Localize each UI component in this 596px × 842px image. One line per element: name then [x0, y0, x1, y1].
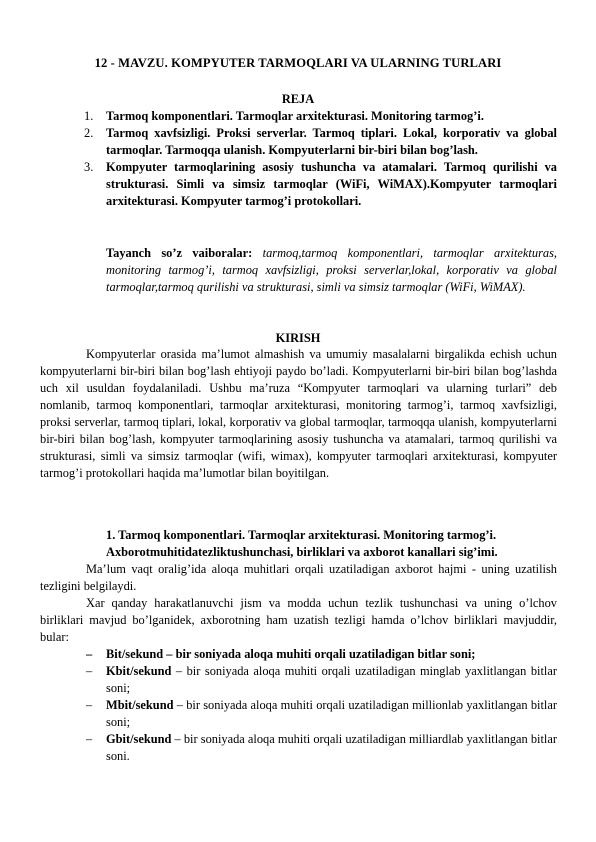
plan-item	[84, 125, 557, 159]
section-subheading-line: Axborotmuhitidatezliktushunchasi, birliklari va axborot kanallari sig’imi.	[106, 545, 498, 559]
unit-dash: –	[86, 698, 93, 712]
intro-paragraph: Kompyuterlar orasida ma’lumot almashish va umumiy masalalarni birgalikda echish uchun kompyuterlarni bir-biri bilan bog’lash ehtiyoji paydo bo’ladi. Kompyuterlarni bir-biri bilan bog’lashda uch xil usuldan foydalaniladi. Ushbu ma’ruza “Kompyuter tarmoqlari va ularning turlari” deb nomlanib, tarmoq komponentlari, tarmoqlar arxitekturasi, monitoring tarmog’i, tarmoq xavfsizligi, proksi serverlar, tarmoq tiplari, lokal, korporativ va global tarmoqlar, tarmoqqa ulanish, kompyuterlarni bir-biri bilan bog’lash, kompyuter tarmoqlarining asosiy tushuncha va atamalari, tarmoq qurilishi va strukturasi, simli va simsiz tarmoqlar (wifi, wimax), kompyuter tarmoqlari arxitekturasi, kompyuter tarmog’i protokollari haqida ma’lumotlar bilan boyitilgan.	[40, 347, 557, 480]
plan-item-number: 2.	[84, 126, 94, 140]
unit-item	[86, 646, 557, 663]
plan-item-text: Tarmoq xavfsizligi. Proksi serverlar. Tarmoq tiplari. Lokal, korporativ va global tarmoqlar. Tarmoqqa ulanish. Kompyuterlarni bir-biri bilan bog’lash.	[106, 126, 557, 157]
plan-item-number: 1.	[84, 109, 94, 123]
plan-item-text: Tarmoq komponentlari. Tarmoqlar arxitekturasi. Monitoring tarmog’i.	[106, 109, 484, 123]
section-heading	[106, 527, 557, 561]
unit-item	[86, 731, 557, 765]
unit-name: Mbit/sekund	[106, 698, 174, 712]
unit-description: – bir soniyada aloqa muhiti orqali uzatiladigan bitlar soni;	[163, 647, 476, 661]
keywords-label: Tayanch so’z vaiboralar:	[106, 246, 253, 260]
units-list	[86, 646, 557, 765]
page-title: 12 - MAVZU. KOMPYUTER TARMOQLARI VA ULARNING TURLARI	[94, 56, 502, 70]
plan-list	[84, 108, 557, 210]
unit-name: Kbit/sekund	[106, 664, 172, 678]
unit-description: – bir soniyada aloqa muhiti orqali uzatiladigan millionlab yaxlitlangan bitlar soni;	[106, 698, 557, 729]
unit-dash: –	[86, 664, 93, 678]
plan-item	[84, 159, 557, 210]
unit-name: Bit/sekund	[106, 647, 164, 661]
unit-item	[86, 663, 557, 697]
unit-item	[86, 697, 557, 731]
speed-paragraph: Ma’lum vaqt oralig’ida aloqa muhitlari orqali uzatiladigan axborot hajmi - uning uzatilish tezligini belgilaydi.	[40, 562, 557, 593]
unit-dash: –	[86, 732, 93, 746]
units-paragraph: Xar qanday harakatlanuvchi jism va modda uchun tezlik tushunchasi va uning o’lchov birliklari mavjud bo’lganidek, axborotning ham uzatish tezligi hamda o’lchov birliklari mavjuddir, bular:	[40, 596, 557, 644]
section-heading-line: 1. Tarmoq komponentlari. Tarmoqlar arxitekturasi. Monitoring tarmog’i.	[106, 528, 497, 542]
unit-name: Gbit/sekund	[106, 732, 172, 746]
unit-description: – bir soniyada aloqa muhiti orqali uzatiladigan minglab yaxlitlangan bitlar soni;	[106, 664, 557, 695]
plan-heading: REJA	[281, 92, 315, 106]
plan-item-number: 3.	[84, 160, 94, 174]
unit-description: – bir soniyada aloqa muhiti orqali uzatiladigan milliardlab yaxlitlangan bitlar soni.	[106, 732, 557, 763]
keywords-block	[106, 245, 557, 296]
unit-dash: –	[86, 647, 93, 661]
plan-item	[84, 108, 557, 125]
plan-item-text: Kompyuter tarmoqlarining asosiy tushuncha va atamalari. Tarmoq qurilishi va strukturasi. Simli va simsiz tarmoqlar (WiFi, WiMAX).Kompyuter tarmoqlari arxitekturasi. Kompyuter tarmog’i protokollari.	[106, 160, 557, 208]
intro-heading: KIRISH	[275, 331, 321, 345]
keywords-text: tarmoq,tarmoq komponentlari, tarmoqlar arxitekturas, monitoring tarmog’i, tarmoq xavfsizligi, proksi serverlar,lokal, korporativ va global tarmoqlar,tarmoq qurilishi va strukturasi, simli va simsiz tarmoqlar (WiFi, WiMAX).	[106, 246, 558, 294]
